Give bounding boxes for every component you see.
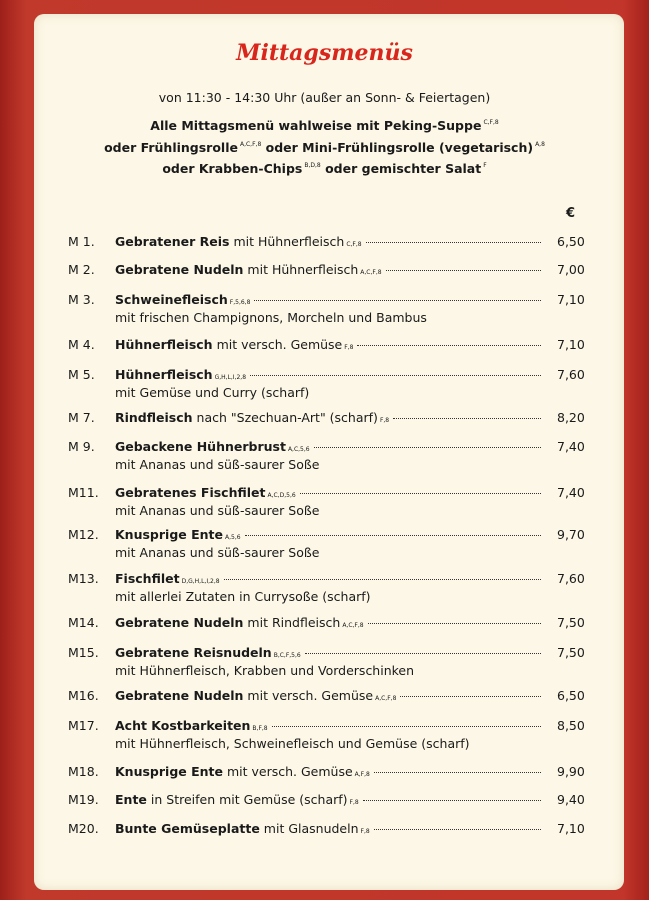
allergen-codes: A,8 — [535, 141, 545, 148]
menu-item — [0, 688, 649, 708]
allergen-codes: G,H,L,I,2,8 — [214, 374, 247, 381]
item-number: M 5. — [68, 367, 95, 382]
item-line — [115, 821, 541, 836]
allergen-codes: F,8 — [360, 828, 370, 835]
allergen-codes: F,8 — [349, 799, 359, 806]
allergen-codes: F,8 — [379, 417, 390, 424]
menu-item — [0, 292, 649, 325]
item-line — [115, 718, 541, 733]
item-line — [115, 764, 541, 779]
allergen-codes: B,F,8 — [252, 725, 268, 732]
menu-title: Mittagsmenüs — [236, 40, 413, 66]
item-description: mit Ananas und süß-saurer Soße — [115, 503, 320, 518]
item-price: 8,20 — [557, 410, 585, 425]
item-detail: mit versch. Gemüse — [226, 764, 353, 779]
item-number: M 4. — [68, 337, 95, 352]
allergen-codes: F,8 — [344, 344, 354, 351]
item-name: Gebratene Reisnudeln — [115, 645, 272, 660]
item-line — [115, 571, 541, 586]
item-name: Knusprige Ente — [115, 764, 223, 779]
item-detail: mit Hühnerfleisch — [233, 234, 345, 249]
item-name: Gebratenes Fischfilet — [115, 485, 266, 500]
allergen-codes: C,F,8 — [346, 241, 362, 248]
item-price: 7,10 — [557, 337, 585, 352]
item-line — [115, 485, 541, 500]
item-line — [115, 527, 541, 542]
item-description: mit Gemüse und Curry (scharf) — [115, 385, 310, 400]
item-line — [115, 367, 541, 382]
item-number: M14. — [68, 615, 99, 630]
menu-item — [0, 615, 649, 635]
item-number: M 7. — [68, 410, 95, 425]
item-detail: mit versch. Gemüse — [247, 688, 374, 703]
item-name: Acht Kostbarkeiten — [115, 718, 251, 733]
intro-text: oder Mini-Frühlingsrolle (vegetarisch) — [265, 140, 534, 155]
item-price: 7,60 — [557, 367, 585, 382]
dot-leader — [386, 270, 541, 271]
item-name: Schweinefleisch — [115, 292, 228, 307]
menu-item — [0, 821, 649, 841]
item-description: mit Hühnerfleisch, Schweinefleisch und Gemüse (scharf) — [115, 736, 470, 751]
menu-item — [0, 571, 649, 604]
item-line — [115, 234, 541, 249]
intro-line-3 — [0, 161, 649, 176]
intro-line-2 — [0, 140, 649, 155]
item-price: 6,50 — [557, 688, 585, 703]
dot-leader — [374, 829, 541, 830]
menu-item — [0, 718, 649, 751]
allergen-codes: A,5,6 — [225, 534, 241, 541]
item-number: M 9. — [68, 439, 95, 454]
allergen-codes: F,5,6,8 — [229, 299, 251, 306]
item-name: Hühnerfleisch — [115, 367, 213, 382]
item-line — [115, 688, 541, 703]
menu-item — [0, 764, 649, 784]
item-line — [115, 262, 541, 277]
item-name: Bunte Gemüseplatte — [115, 821, 260, 836]
allergen-codes: A,C,F,8 — [342, 622, 364, 629]
menu-item — [0, 527, 649, 560]
item-name: Rindfleisch — [115, 410, 193, 425]
item-price: 7,60 — [557, 571, 585, 586]
dot-leader — [300, 493, 541, 494]
allergen-codes: A,C,F,8 — [375, 695, 397, 702]
item-line — [115, 292, 541, 307]
intro-line-1 — [0, 118, 649, 133]
item-price: 7,00 — [557, 262, 585, 277]
item-line — [115, 792, 541, 807]
intro-text: oder gemischter Salat — [325, 161, 482, 176]
dot-leader — [254, 300, 541, 301]
item-detail: mit Hühnerfleisch — [247, 262, 359, 277]
item-detail: mit Glasnudeln — [263, 821, 359, 836]
item-number: M13. — [68, 571, 99, 586]
item-line — [115, 615, 541, 630]
item-number: M17. — [68, 718, 99, 733]
allergen-codes: A,C,F,8 — [239, 141, 262, 148]
item-number: M16. — [68, 688, 99, 703]
item-number: M15. — [68, 645, 99, 660]
item-detail: in Streifen mit Gemüse (scharf) — [150, 792, 348, 807]
item-name: Fischfilet — [115, 571, 180, 586]
item-price: 8,50 — [557, 718, 585, 733]
item-name: Gebratene Nudeln — [115, 615, 244, 630]
item-detail: mit Rindfleisch — [247, 615, 341, 630]
allergen-codes: C,F,8 — [483, 119, 499, 126]
allergen-codes: A,F,8 — [354, 771, 370, 778]
dot-leader — [363, 800, 541, 801]
allergen-codes: F — [483, 162, 487, 169]
item-price: 9,90 — [557, 764, 585, 779]
item-line — [115, 439, 541, 454]
dot-leader — [400, 696, 541, 697]
menu-item — [0, 792, 649, 812]
dot-leader — [357, 345, 541, 346]
item-description: mit Ananas und süß-saurer Soße — [115, 545, 320, 560]
item-price: 7,40 — [557, 439, 585, 454]
allergen-codes: B,C,F,5,6 — [273, 652, 301, 659]
item-name: Gebackene Hühnerbrust — [115, 439, 286, 454]
dot-leader — [366, 242, 541, 243]
item-price: 7,50 — [557, 615, 585, 630]
item-number: M 3. — [68, 292, 95, 307]
dot-leader — [368, 623, 541, 624]
dot-leader — [305, 653, 541, 654]
allergen-codes: D,G,H,L,I,2,8 — [181, 578, 220, 585]
menu-item — [0, 262, 649, 282]
item-name: Hühnerfleisch — [115, 337, 213, 352]
item-line — [115, 645, 541, 660]
menu-item — [0, 234, 649, 254]
item-number: M11. — [68, 485, 99, 500]
item-name: Gebratener Reis — [115, 234, 230, 249]
dot-leader — [250, 375, 541, 376]
item-number: M12. — [68, 527, 99, 542]
lunch-hours: von 11:30 - 14:30 Uhr (außer an Sonn- & Feiertagen) — [158, 90, 491, 105]
item-number: M19. — [68, 792, 99, 807]
currency-symbol: € — [566, 206, 576, 221]
item-number: M 2. — [68, 262, 95, 277]
allergen-codes: A,C,F,8 — [360, 269, 382, 276]
item-price: 7,50 — [557, 645, 585, 660]
allergen-codes: B,D,8 — [304, 162, 321, 169]
menu-item — [0, 439, 649, 472]
item-number: M18. — [68, 764, 99, 779]
item-price: 6,50 — [557, 234, 585, 249]
dot-leader — [245, 535, 541, 536]
item-description: mit allerlei Zutaten in Currysoße (scharf) — [115, 589, 371, 604]
item-name: Ente — [115, 792, 147, 807]
intro-text: oder Krabben-Chips — [162, 161, 303, 176]
intro-text: Alle Mittagsmenü wahlweise mit Peking-Suppe — [150, 118, 482, 133]
item-line — [115, 337, 541, 352]
item-number: M 1. — [68, 234, 95, 249]
dot-leader — [374, 772, 541, 773]
item-description: mit Hühnerfleisch, Krabben und Vorderschinken — [115, 663, 415, 678]
item-name: Gebratene Nudeln — [115, 262, 244, 277]
item-description: mit frischen Champignons, Morcheln und Bambus — [115, 310, 427, 325]
dot-leader — [272, 726, 541, 727]
menu-item — [0, 485, 649, 518]
item-price: 9,70 — [557, 527, 585, 542]
item-name: Gebratene Nudeln — [115, 688, 244, 703]
item-detail: nach "Szechuan-Art" (scharf) — [196, 410, 378, 425]
dot-leader — [393, 418, 541, 419]
item-line — [115, 410, 541, 425]
menu-item — [0, 410, 649, 430]
dot-leader — [224, 579, 541, 580]
item-price: 7,10 — [557, 292, 585, 307]
item-price: 9,40 — [557, 792, 585, 807]
item-description: mit Ananas und süß-saurer Soße — [115, 457, 320, 472]
menu-item — [0, 645, 649, 678]
intro-text: oder Frühlingsrolle — [104, 140, 238, 155]
allergen-codes: A,C,D,5,6 — [267, 492, 296, 499]
item-price: 7,10 — [557, 821, 585, 836]
dot-leader — [314, 447, 541, 448]
menu-item — [0, 367, 649, 400]
menu-item — [0, 337, 649, 357]
item-detail: mit versch. Gemüse — [216, 337, 343, 352]
item-price: 7,40 — [557, 485, 585, 500]
allergen-codes: A,C,5,6 — [287, 446, 310, 453]
item-name: Knusprige Ente — [115, 527, 223, 542]
item-number: M20. — [68, 821, 99, 836]
